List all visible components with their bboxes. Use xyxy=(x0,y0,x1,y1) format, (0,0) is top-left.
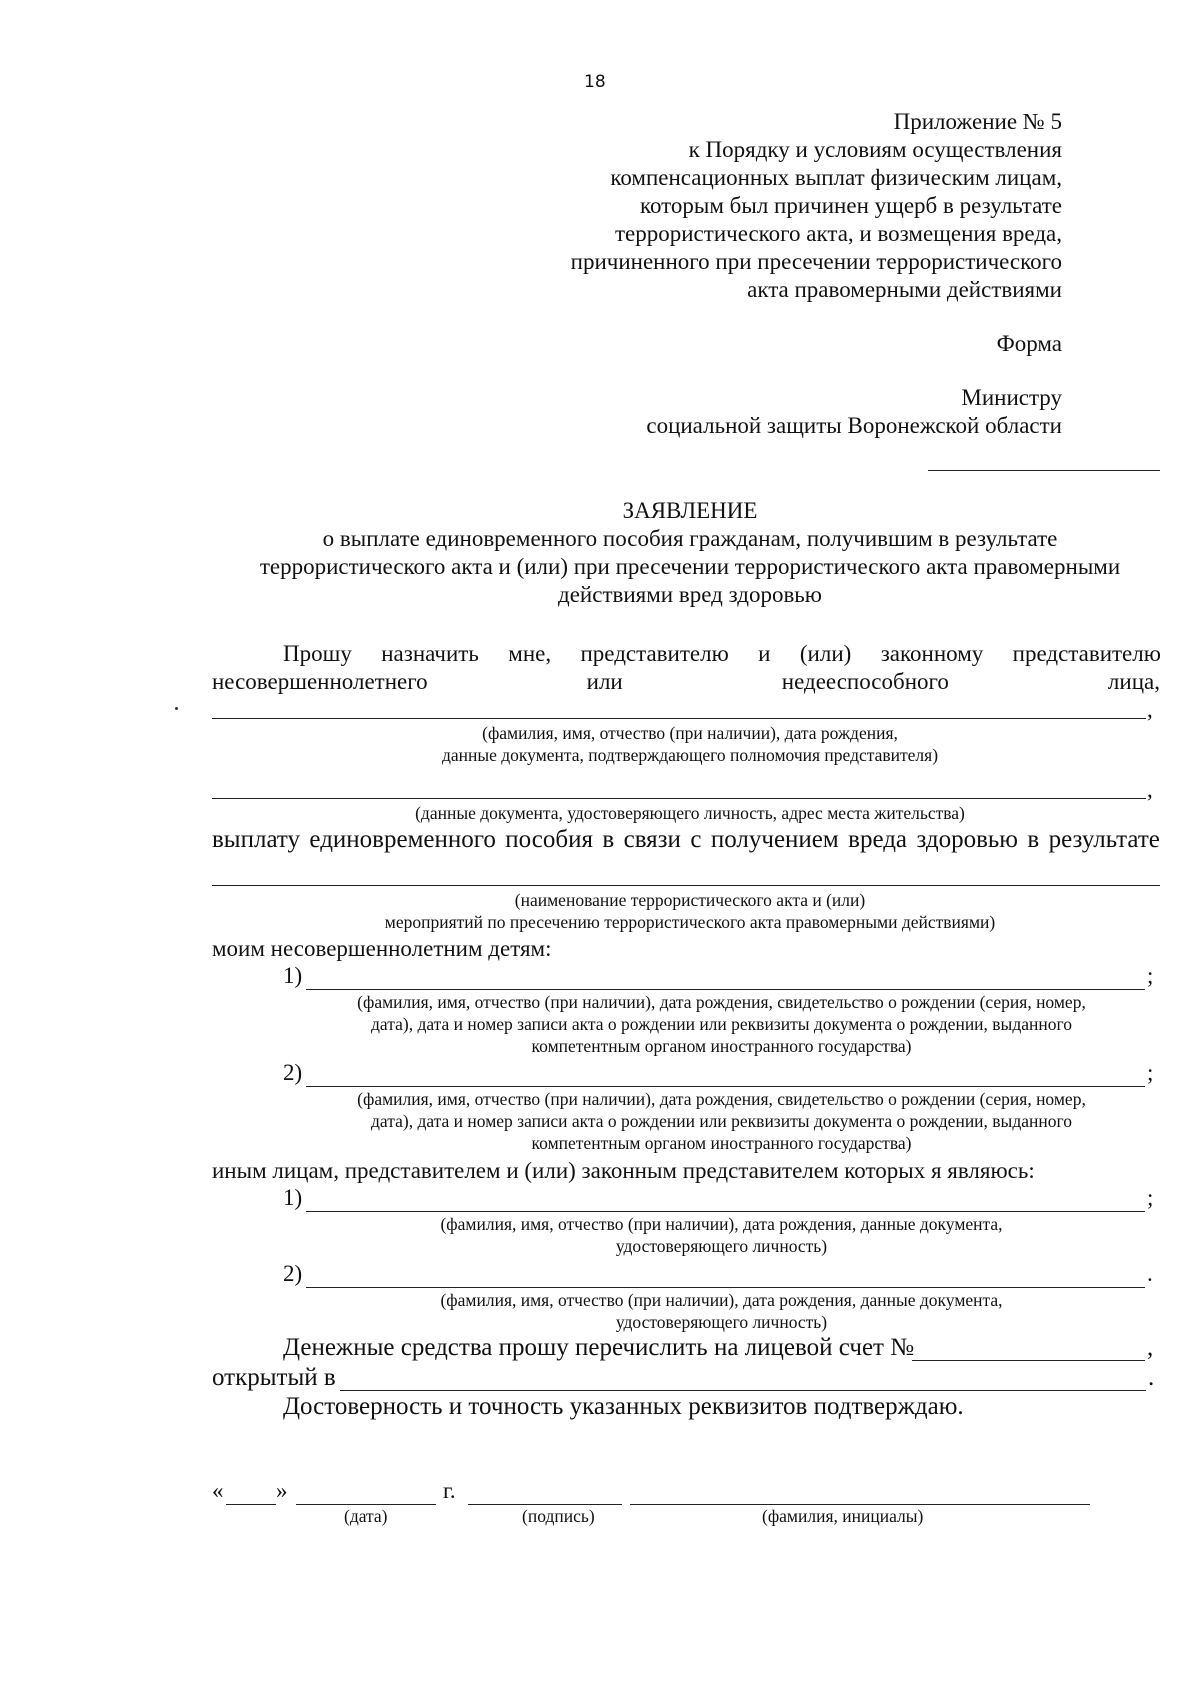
other-2-number: 2) xyxy=(283,1261,303,1286)
child-1-field[interactable] xyxy=(306,989,1145,990)
year-suffix: г. xyxy=(443,1478,456,1503)
hint-line: (фамилия, имя, отчество (при наличии), дата рождения, свидетельство о рождении (серия, номер, xyxy=(357,992,1086,1012)
confirmation-text: Достоверность и точность указанных реквизитов подтверждаю. xyxy=(283,1393,964,1420)
date-close-quote: » xyxy=(276,1478,288,1503)
word: или xyxy=(586,669,623,694)
appendix-header xyxy=(571,108,1062,304)
word: назначить xyxy=(381,641,479,666)
hint-line: (фамилия, имя, отчество (при наличии), дата рождения, данные документа, xyxy=(440,1290,1003,1310)
children-heading: моим несовершеннолетним детям: xyxy=(212,936,552,961)
word: с xyxy=(690,826,702,853)
child-1-number: 1) xyxy=(283,963,303,988)
word: несовершеннолетнего xyxy=(212,669,428,694)
hint-line: (фамилия, имя, отчество (при наличии), дата рождения, xyxy=(482,723,898,743)
hint-line: компетентным органом иностранного государства) xyxy=(531,1133,912,1153)
appendix-line: причиненного при пресечении террористического xyxy=(570,249,1062,274)
hint-line: дата), дата и номер записи акта о рождении или реквизиты документа о рождении, выданного xyxy=(371,1111,1072,1131)
appendix-line: акта правомерными действиями xyxy=(747,277,1062,302)
comma: , xyxy=(1147,1334,1154,1361)
bank-field[interactable] xyxy=(340,1390,1146,1391)
word: представителю xyxy=(580,641,729,666)
word: выплату xyxy=(212,826,301,853)
hint-line: (фамилия, имя, отчество (при наличии), дата рождения, свидетельство о рождении (серия, номер, xyxy=(357,1089,1086,1109)
form-label: Форма xyxy=(996,331,1062,356)
semicolon: ; xyxy=(1147,1060,1154,1085)
other-2-field[interactable] xyxy=(306,1287,1145,1288)
word: и xyxy=(758,641,771,666)
field-hint xyxy=(0,722,1200,766)
word: получением xyxy=(710,826,839,853)
word: в xyxy=(1027,826,1040,853)
word: в xyxy=(602,826,615,853)
appendix-line: к Порядку и условиям осуществления xyxy=(688,137,1062,162)
subtitle-line: террористического акта и (или) при пресечении террористического акта правомерными xyxy=(259,554,1121,579)
others-heading: иным лицам, представителем и (или) законным представителем которых я являюсь: xyxy=(212,1158,1035,1183)
semicolon: ; xyxy=(1147,1185,1154,1210)
representative-name-field[interactable] xyxy=(212,718,1146,719)
period: . xyxy=(1147,1261,1153,1286)
addressee xyxy=(646,384,1062,440)
hint-line: мероприятий по пресечению террористического акта правомерными действиями) xyxy=(384,912,996,932)
hint-line: компетентным органом иностранного государства) xyxy=(531,1036,912,1056)
word: недееспособного xyxy=(781,669,949,694)
scan-dot xyxy=(175,707,178,710)
appendix-line: которым был причинен ущерб в результате xyxy=(639,193,1062,218)
payment-text: Денежные средства прошу перечислить на лицевой счет № xyxy=(283,1334,915,1361)
name-label: (фамилия, инициалы) xyxy=(762,1506,924,1526)
identity-document-field[interactable] xyxy=(212,798,1146,799)
date-label: (дата) xyxy=(344,1506,388,1526)
appendix-line: террористического акта, и возмещения вреда, xyxy=(614,221,1062,246)
child-2-field[interactable] xyxy=(306,1086,1145,1087)
word: мне, xyxy=(508,641,552,666)
document-title: ЗАЯВЛЕНИЕ xyxy=(622,498,758,523)
word: Прошу xyxy=(283,641,352,666)
word: связи xyxy=(623,826,681,853)
subtitle-line: о выплате единовременного пособия гражданам, получившим в результате xyxy=(322,526,1058,551)
field-hint: (данные документа, удостоверяющего личность, адрес места жительства) xyxy=(415,803,965,823)
request-line-1 xyxy=(283,640,1161,668)
word: (или) xyxy=(799,641,852,666)
request-line-3 xyxy=(212,825,1160,855)
word: пособия xyxy=(505,826,593,853)
appendix-line: компенсационных выплат физическим лицам, xyxy=(610,165,1062,190)
hint-line: удостоверяющего личность) xyxy=(615,1236,828,1256)
bank-label: открытый в xyxy=(212,1364,336,1391)
other-1-number: 1) xyxy=(283,1185,303,1210)
word: лица, xyxy=(1107,669,1160,694)
field-hint xyxy=(283,1213,1160,1257)
other-1-field[interactable] xyxy=(306,1211,1145,1212)
date-open-quote: « xyxy=(212,1478,224,1503)
child-2-number: 2) xyxy=(283,1060,303,1085)
period: . xyxy=(1148,1364,1155,1391)
addressee-title: Министру xyxy=(961,385,1062,410)
comma: , xyxy=(1147,697,1153,722)
account-number-field[interactable] xyxy=(912,1360,1145,1361)
comma: , xyxy=(1147,777,1153,802)
signature-label: (подпись) xyxy=(522,1506,595,1526)
word: здоровью xyxy=(916,826,1018,853)
word: результате xyxy=(1048,826,1160,853)
word: вреда xyxy=(848,826,908,853)
word: законному xyxy=(880,641,984,666)
document-subtitle xyxy=(0,525,1200,609)
terror-act-field[interactable] xyxy=(212,885,1160,886)
hint-line: (фамилия, имя, отчество (при наличии), дата рождения, данные документа, xyxy=(440,1214,1003,1234)
addressee-name-field[interactable] xyxy=(928,470,1160,471)
field-hint xyxy=(283,991,1160,1057)
hint-line: удостоверяющего личность) xyxy=(615,1312,828,1332)
addressee-ministry: социальной защиты Воронежской области xyxy=(646,413,1062,438)
word: единовременного xyxy=(309,826,496,853)
field-hint xyxy=(0,889,1200,933)
hint-line: данные документа, подтверждающего полномочия представителя) xyxy=(441,745,939,765)
hint-line: дата), дата и номер записи акта о рождении или реквизиты документа о рождении, выданного xyxy=(371,1014,1072,1034)
subtitle-line: действиями вред здоровью xyxy=(558,582,822,607)
request-line-2 xyxy=(212,668,1160,696)
page-number: 18 xyxy=(584,72,606,92)
semicolon: ; xyxy=(1147,963,1154,988)
field-hint xyxy=(283,1088,1160,1154)
appendix-line: Приложение № 5 xyxy=(893,109,1062,134)
hint-line: (наименование террористического акта и (или) xyxy=(514,890,866,910)
date-day-field[interactable] xyxy=(226,1504,276,1505)
field-hint xyxy=(283,1289,1160,1333)
word: представителю xyxy=(1012,641,1161,666)
